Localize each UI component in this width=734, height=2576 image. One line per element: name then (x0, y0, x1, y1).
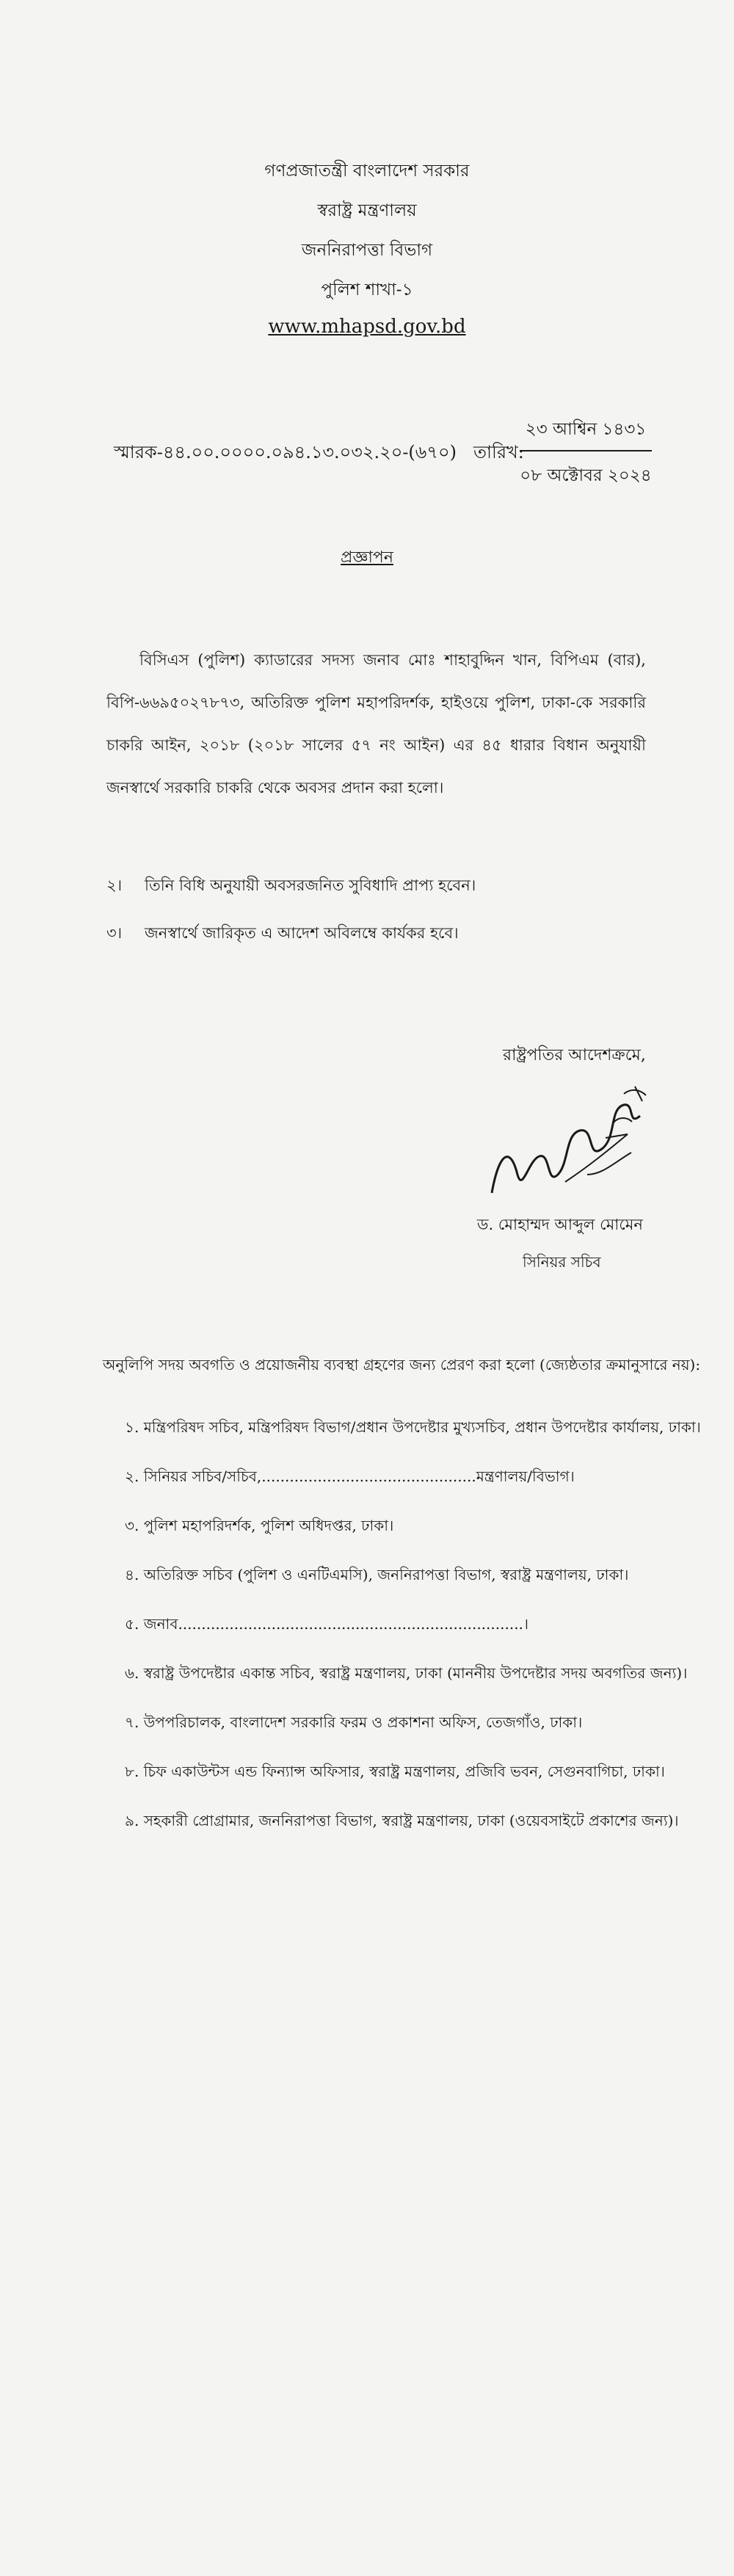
document-title: প্রজ্ঞাপন (341, 548, 393, 567)
date-bengali: ২৩ আশ্বিন ১৪৩১ (520, 416, 652, 451)
date-gregorian: ০৮ অক্টোবর ২০২৪ (520, 466, 652, 485)
distribution-item: ৭. উপপরিচালক, বাংলাদেশ সরকারি ফরম ও প্রকাশনা অফিস, তেজগাঁও, ঢাকা। (125, 1713, 583, 1731)
website-link[interactable]: www.mhapsd.gov.bd (268, 316, 466, 338)
distribution-item: ৬. স্বরাষ্ট্র উপদেষ্টার একান্ত সচিব, স্বরাষ্ট্র মন্ত্রণালয়, ঢাকা (মাননীয় উপদেষ্টার সদয় অবগতির জন্য)। (125, 1664, 688, 1682)
ministry-name: স্বরাষ্ট্র মন্ত্রণালয় (317, 201, 417, 220)
item-number: ২। (106, 877, 123, 894)
division-name: জননিরাপত্তা বিভাগ (301, 241, 433, 260)
signatory-name: ড. মোহাম্মদ আব্দুল মোমেন (477, 1216, 643, 1233)
signatory-designation: সিনিয়র সচিব (523, 1253, 601, 1271)
distribution-item: ৮. চিফ একাউন্টস এন্ড ফিন্যান্স অফিসার, স্বরাষ্ট্র মন্ত্রণালয়, প্রজিবি ভবন, সেগুনবাগিচা, ঢাকা। (125, 1763, 665, 1780)
distribution-item: ৫. জনাব..........................................................................। (125, 1615, 529, 1633)
signature-scribble (477, 1064, 661, 1219)
copy-intro: অনুলিপি সদয় অবগতি ও প্রয়োজনীয় ব্যবস্থা গ্রহণের জন্য প্রেরণ করা হলো (জ্যেষ্ঠতার ক্রমানুসারে নয়): (103, 1356, 701, 1374)
govt-name: গণপ্রজাতন্ত্রী বাংলাদেশ সরকার (264, 162, 470, 181)
order-line: রাষ্ট্রপতির আদেশক্রমে, (503, 1046, 646, 1064)
distribution-item: ৩. পুলিশ মহাপরিদর্শক, পুলিশ অধিদপ্তর, ঢাকা। (125, 1517, 394, 1534)
date-label: তারিখ: (473, 442, 524, 462)
distribution-item: ৯. সহকারী প্রোগ্রামার, জননিরাপত্তা বিভাগ, স্বরাষ্ট্র মন্ত্রণালয়, ঢাকা (ওয়েবসাইটে প্রকাশের জন্য)। (125, 1812, 679, 1829)
memo-number: স্মারক-৪৪.০০.০০০০.০৯৪.১৩.০৩২.২০-(৬৭০) (114, 442, 457, 462)
distribution-item: ১. মন্ত্রিপরিষদ সচিব, মন্ত্রিপরিষদ বিভাগ/প্রধান উপদেষ্টার মুখ্যসচিব, প্রধান উপদেষ্টার কার্যালয়, ঢাকা। (125, 1418, 701, 1436)
date-block (520, 416, 652, 490)
item-text: জনস্বার্থে জারিকৃত এ আদেশ অবিলম্বে কার্যকর হবে। (145, 924, 459, 942)
distribution-item: ২. সিনিয়র সচিব/সচিব,..............................................মন্ত্রণালয়/বিভাগ। (125, 1467, 575, 1485)
item-number: ৩। (106, 924, 123, 942)
distribution-item: ৪. অতিরিক্ত সচিব (পুলিশ ও এনটিএমসি), জননিরাপত্তা বিভাগ, স্বরাষ্ট্র মন্ত্রণালয়, ঢাকা। (125, 1566, 629, 1583)
body-paragraph: বিসিএস (পুলিশ) ক্যাডারের সদস্য জনাব মোঃ শাহাবুদ্দিন খান, বিপিএম (বার), বিপি-৬৬৯৫০২৭৮৭৩, অতিরিক্ত পুলিশ মহাপরিদর্শক, হাইওয়ে পুলিশ, ঢাকা-কে সরকারি চাকরি আইন, ২০১৮ (২০১৮ সালের ৫৭ নং আইন) এর ৪৫ ধারার বিধান অনুযায়ী জনস্বার্থে সরকারি চাকরি থেকে অবসর প্রদান করা হলো। (106, 651, 646, 797)
section-name: পুলিশ শাখা-১ (321, 280, 413, 300)
item-text: তিনি বিধি অনুযায়ী অবসরজনিত সুবিধাদি প্রাপ্য হবেন। (145, 877, 476, 894)
